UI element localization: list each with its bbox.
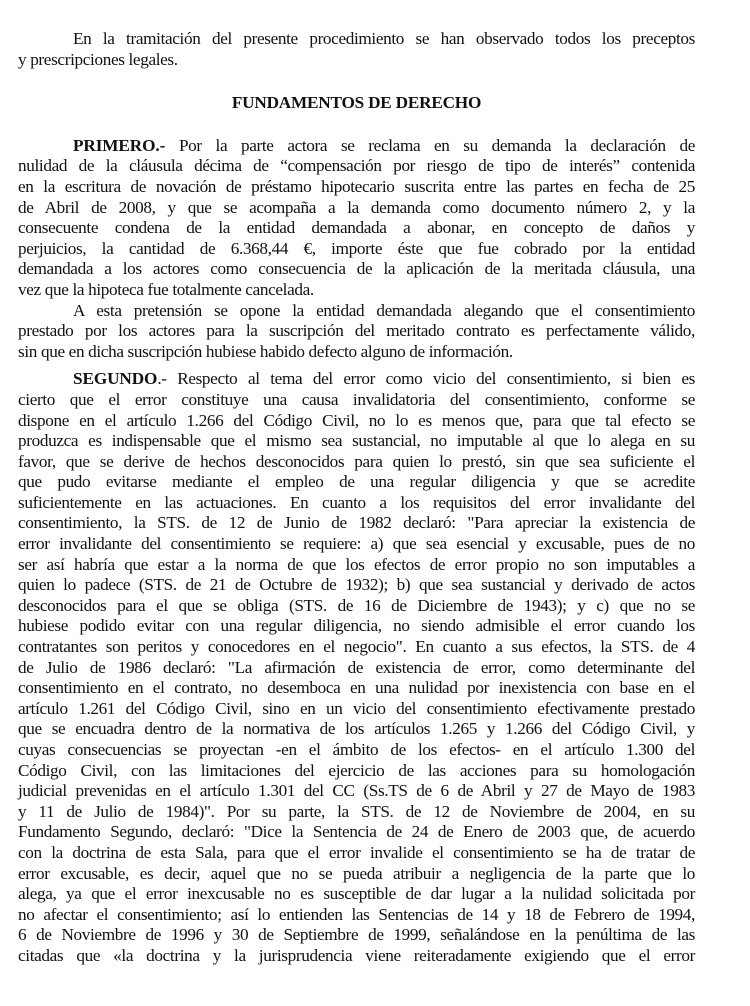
segundo-paragraph <box>18 369 695 966</box>
text-line: error invalidante del consentimiento se requiere: a) que sea esencial y excusable, pues de no <box>18 534 695 554</box>
text-line: alega, ya que el error inexcusable no es susceptible de dar lugar a la nulidad solicitada por <box>18 884 695 904</box>
document-page <box>18 29 695 967</box>
text-line-content: .- Respecto al tema del error como vicio del consentimiento, si bien es <box>157 369 695 389</box>
text-line: citadas que «la doctrina y la jurisprudencia viene reiteradamente exigiendo que el error <box>18 945 695 965</box>
text-line: perjuicios, la cantidad de 6.368,44 €, importe éste que fue cobrado por la entidad <box>18 238 695 258</box>
text-line: artículo 1.261 del Código Civil, sino en un vicio del consentimiento efectivamente prestado <box>18 698 695 718</box>
text-line: consentimiento, la STS. de 12 de Junio de 1982 declaró: "Para apreciar la existencia de <box>18 513 695 533</box>
text-line: y 11 de Julio de 1984)". Por su parte, la STS. de 12 de Noviembre de 2004, en su <box>18 801 695 821</box>
intro-paragraph <box>18 29 695 70</box>
text-line: que se encuadra dentro de la normativa de los artículos 1.265 y 1.266 del Código Civil, y <box>18 719 695 739</box>
text-line: de Julio de 1986 declaró: "La afirmación de existencia de error, como determinante del <box>18 657 695 677</box>
paragraph-gap <box>18 362 695 369</box>
text-line: desconocidos para el que se obliga (STS. de 16 de Diciembre de 1943); y c) que no se <box>18 595 695 615</box>
text-line: en la escritura de novación de préstamo hipotecario suscrita entre las partes en fecha de 25 <box>18 176 695 196</box>
section-heading: FUNDAMENTOS DE DERECHO <box>231 93 482 113</box>
text-line: Fundamento Segundo, declaró: "Dice la Sentencia de 24 de Enero de 2003 que, de acuerdo <box>18 822 695 842</box>
text-line: sin que en dicha suscripción hubiese habido defecto alguno de información. <box>18 341 513 361</box>
text-line: quien lo padece (STS. de 21 de Octubre de 1932); b) que sea sustancial y derivado de actos <box>18 575 695 595</box>
text-line: Código Civil, con las limitaciones del ejercicio de las acciones para su homologación <box>18 760 695 780</box>
text-line-content: Por la parte actora se reclama en su demanda la declaración de <box>178 135 695 155</box>
text-line: y prescripciones legales. <box>18 49 178 69</box>
text-line <box>18 136 695 157</box>
text-line: cierto que el error constituye una causa invalidatoria del consentimiento, conforme se <box>18 389 695 409</box>
text-line: con la doctrina de esta Sala, para que el error invalide el consentimiento se ha de tratar de <box>18 842 695 862</box>
text-line: contratantes son peritos y conocedores en el negocio". En cuanto a sus efectos, la STS. de 4 <box>18 637 695 657</box>
segundo-label: SEGUNDO <box>73 369 158 389</box>
text-line: suficientemente en las actuaciones. En cuanto a los requisitos del error invalidante del <box>18 492 695 512</box>
primero-label: PRIMERO.- <box>73 135 166 155</box>
text-line: error excusable, es decir, aquel que no se pueda atribuir a negligencia de la parte que lo <box>18 863 695 883</box>
text-line: ser así habría que estar a la norma de que los efectos de error propio no son imputables a <box>18 554 695 574</box>
text-line: vez que la hipoteca fue totalmente cancelada. <box>18 279 314 299</box>
text-line: hubiese podido evitar con una regular diligencia, no siendo admisible el error cuando los <box>18 616 695 636</box>
text-line: prestado por los actores para la suscripción del meritado contrato es perfectamente válido, <box>18 321 695 341</box>
text-line: demandada a los actores como consecuencia de la aplicación de la meritada cláusula, una <box>18 259 695 279</box>
primero-paragraph <box>18 136 695 301</box>
text-line: nulidad de la cláusula décima de “compensación por riesgo de tipo de interés” contenida <box>18 156 695 176</box>
text-line: En la tramitación del presente procedimiento se han observado todos los preceptos <box>73 29 695 48</box>
text-line: dispone en el artículo 1.266 del Código Civil, no lo es menos que, para que tal efecto se <box>18 410 695 430</box>
text-line: que pudo evitarse mediante el empleo de una regular diligencia y que se acredite <box>18 472 695 492</box>
text-line: judicial prevenidas en el artículo 1.301 del CC (Ss.TS de 6 de Abril y 27 de Mayo de 1983 <box>18 781 695 801</box>
text-line: 6 de Noviembre de 1996 y 30 de Septiembre de 1999, señalándose en la penúltima de las <box>18 925 695 945</box>
text-line: no afectar el consentimiento; así lo entienden las Sentencias de 14 y 18 de Febrero de 1994, <box>18 904 695 924</box>
text-line: favor, que se derive de hechos desconocidos para quien lo prestó, sin que sea suficiente el <box>18 451 695 471</box>
text-line: A esta pretensión se opone la entidad demandada alegando que el consentimiento <box>73 300 695 320</box>
text-line: de Abril de 2008, y que se acompaña a la demanda como documento número 2, y la <box>18 197 695 217</box>
text-line: cuyas consecuencias se proyectan -en el ámbito de los efectos- en el artículo 1.300 del <box>18 740 695 759</box>
text-line: consecuente condena de la entidad demandada a abonar, en concepto de daños y <box>18 218 695 238</box>
text-line <box>18 369 695 390</box>
text-line: produzca es indispensable que el mismo sea sustancial, no imputable al que lo alega en su <box>18 431 695 451</box>
opposition-paragraph <box>18 301 695 363</box>
text-line: consentimiento en el contrato, no desemboca en una nulidad por inexistencia con base en el <box>18 678 695 698</box>
